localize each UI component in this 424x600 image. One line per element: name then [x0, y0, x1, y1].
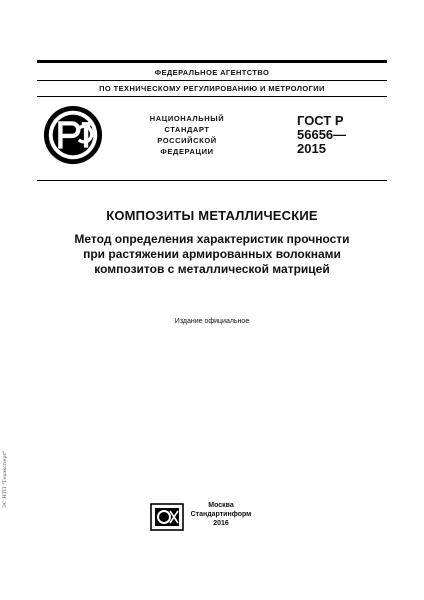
subtitle-line: Метод определения характеристик прочности	[74, 232, 350, 246]
subtitle-line: при растяжении армированных волокнами	[83, 247, 341, 261]
gost-line: ГОСТ Р	[297, 113, 344, 128]
gost-number	[297, 114, 346, 156]
top-rule-thick	[37, 60, 387, 63]
side-watermark: ЭС НТП "Техэксперт"	[2, 450, 8, 508]
header-rule-middle	[37, 80, 387, 81]
gost-line: 56656—	[297, 127, 347, 142]
block-rule-bottom	[37, 180, 387, 181]
agency-line-1: ФЕДЕРАЛЬНОЕ АГЕНТСТВО	[154, 68, 270, 77]
national-line: РОССИЙСКОЙ	[157, 136, 217, 145]
edition-label: Издание официальное	[174, 318, 250, 325]
agency-line-2: ПО ТЕХНИЧЕСКОМУ РЕГУЛИРОВАНИЮ И МЕТРОЛОГИИ	[99, 84, 325, 93]
document-subtitle	[20, 232, 404, 277]
document-title: КОМПОЗИТЫ МЕТАЛЛИЧЕСКИЕ	[106, 208, 318, 223]
national-standard-block	[112, 113, 262, 157]
publisher-line: Москва	[208, 502, 234, 509]
subtitle-line: композитов с металлической матрицей	[94, 262, 330, 276]
national-line: СТАНДАРТ	[164, 125, 210, 134]
header-rule-bottom	[37, 96, 387, 97]
publisher-line: Стандартинформ	[190, 511, 252, 518]
publisher-line: 2016	[213, 520, 229, 527]
standartinform-logo-icon	[150, 503, 184, 531]
publisher-block	[186, 501, 256, 528]
gost-line: 2015	[297, 141, 326, 156]
gost-r-logo-icon	[42, 104, 104, 166]
national-line: НАЦИОНАЛЬНЫЙ	[149, 114, 225, 123]
national-line: ФЕДЕРАЦИИ	[160, 147, 214, 156]
